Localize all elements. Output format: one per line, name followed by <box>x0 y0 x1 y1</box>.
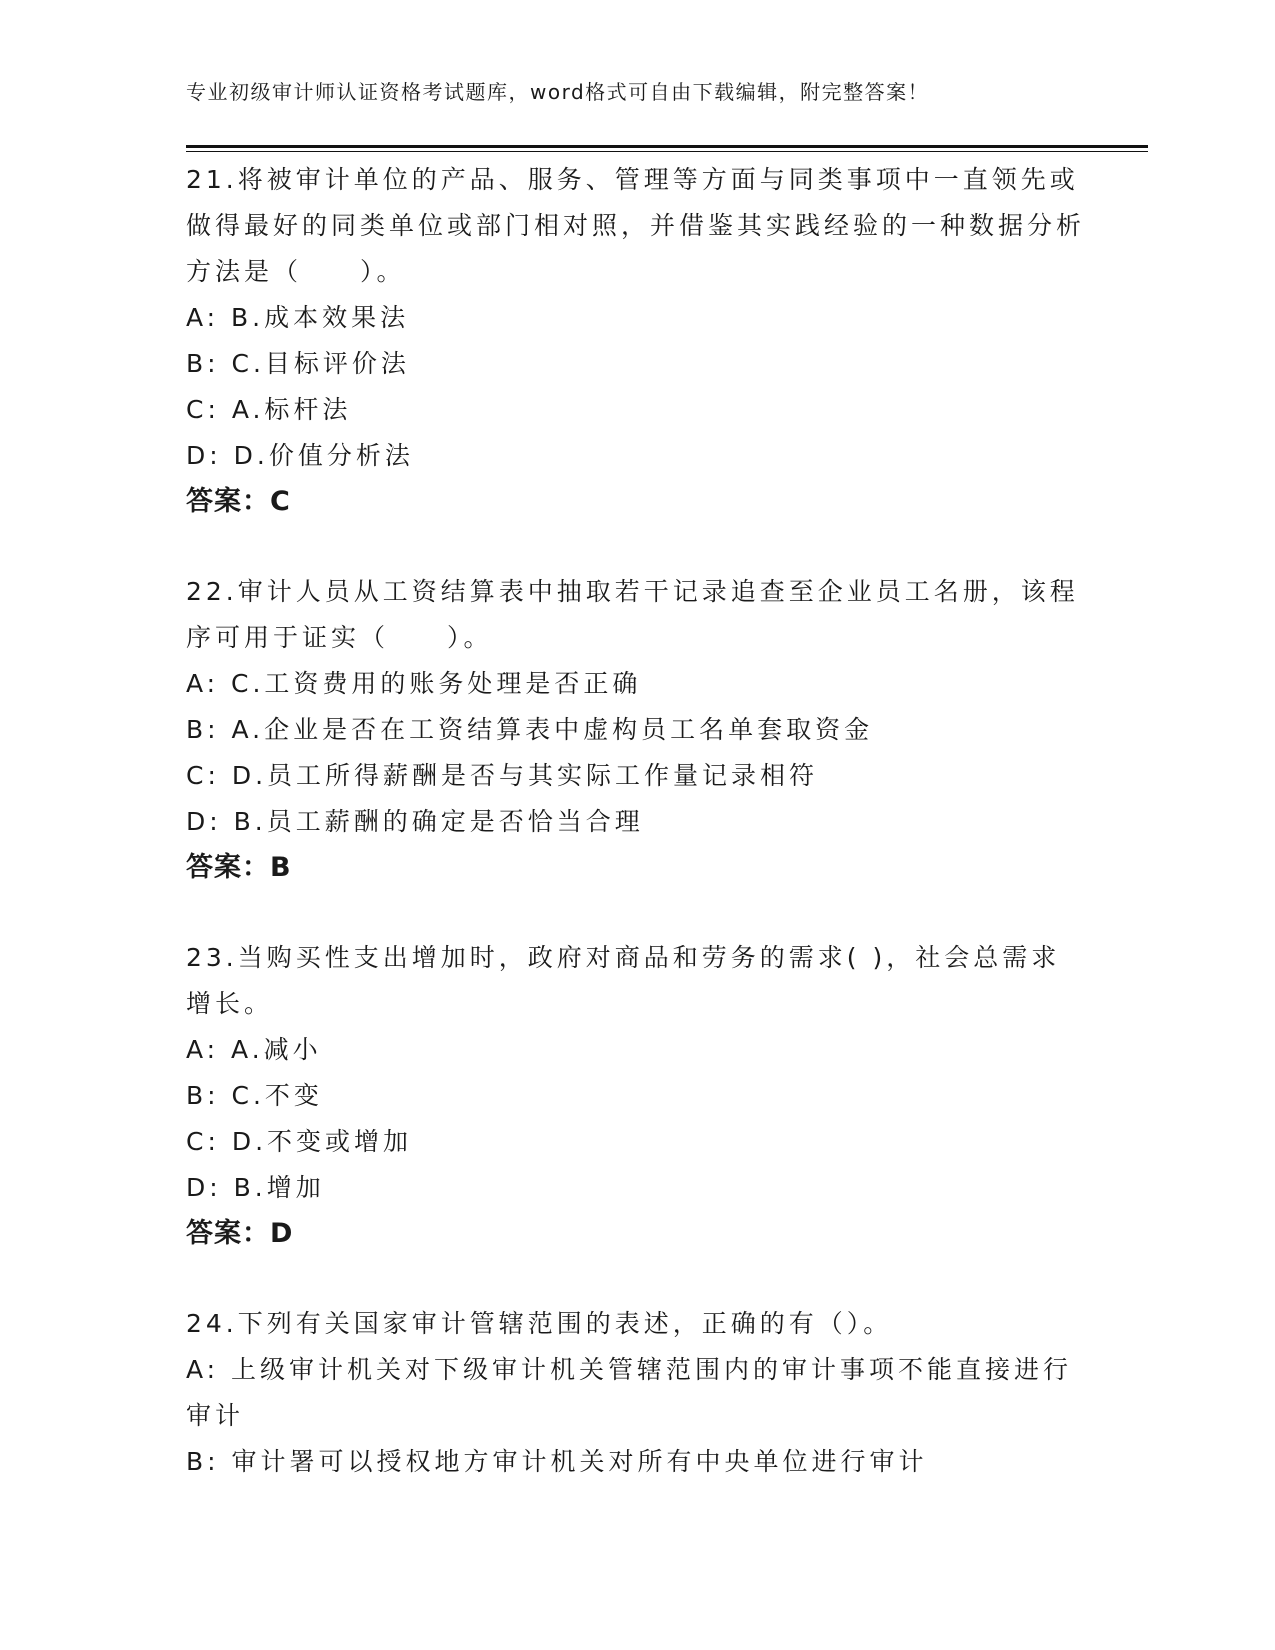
option-d: D: B.员工薪酬的确定是否恰当合理 <box>186 807 644 836</box>
question-23 <box>186 935 1086 1257</box>
question-stem: 21.将被审计单位的产品、服务、管理等方面与同类事项中一直领先或做得最好的同类单位或部门相对照，并借鉴其实践经验的一种数据分析方法是（ ）。 <box>186 165 1086 286</box>
option-a: A: 上级审计机关对下级审计机关管辖范围内的审计事项不能直接进行审计 <box>186 1355 1073 1430</box>
option-b: B: C.不变 <box>186 1081 323 1110</box>
option-c: C: D.不变或增加 <box>186 1127 413 1156</box>
answer-label: 答案：B <box>186 852 292 883</box>
option-a: A: A.减小 <box>186 1035 322 1064</box>
option-b: B: C.目标评价法 <box>186 349 410 378</box>
question-stem: 23.当购买性支出增加时，政府对商品和劳务的需求( )，社会总需求增长。 <box>186 943 1061 1018</box>
option-b: B: 审计署可以授权地方审计机关对所有中央单位进行审计 <box>186 1447 928 1476</box>
option-d: D: B.增加 <box>186 1173 325 1202</box>
option-b: B: A.企业是否在工资结算表中虚构员工名单套取资金 <box>186 715 874 744</box>
option-c: C: A.标杆法 <box>186 395 352 424</box>
question-21 <box>186 157 1086 525</box>
question-22 <box>186 569 1086 891</box>
answer-label: 答案：C <box>186 486 291 517</box>
question-list <box>186 157 1086 1529</box>
question-stem: 24.下列有关国家审计管辖范围的表述，正确的有（）。 <box>186 1309 893 1338</box>
answer-label: 答案：D <box>186 1218 294 1249</box>
option-d: D: D.价值分析法 <box>186 441 414 470</box>
option-c: C: D.员工所得薪酬是否与其实际工作量记录相符 <box>186 761 819 790</box>
question-stem: 22.审计人员从工资结算表中抽取若干记录追查至企业员工名册，该程序可用于证实（ ）。 <box>186 577 1079 652</box>
header-rule-thick <box>186 145 1148 148</box>
option-a: A: B.成本效果法 <box>186 303 410 332</box>
header-rule-thin <box>186 151 1148 152</box>
page-header: 专业初级审计师认证资格考试题库，word格式可自由下载编辑，附完整答案！ <box>186 80 930 104</box>
question-24 <box>186 1301 1086 1485</box>
option-a: A: C.工资费用的账务处理是否正确 <box>186 669 642 698</box>
